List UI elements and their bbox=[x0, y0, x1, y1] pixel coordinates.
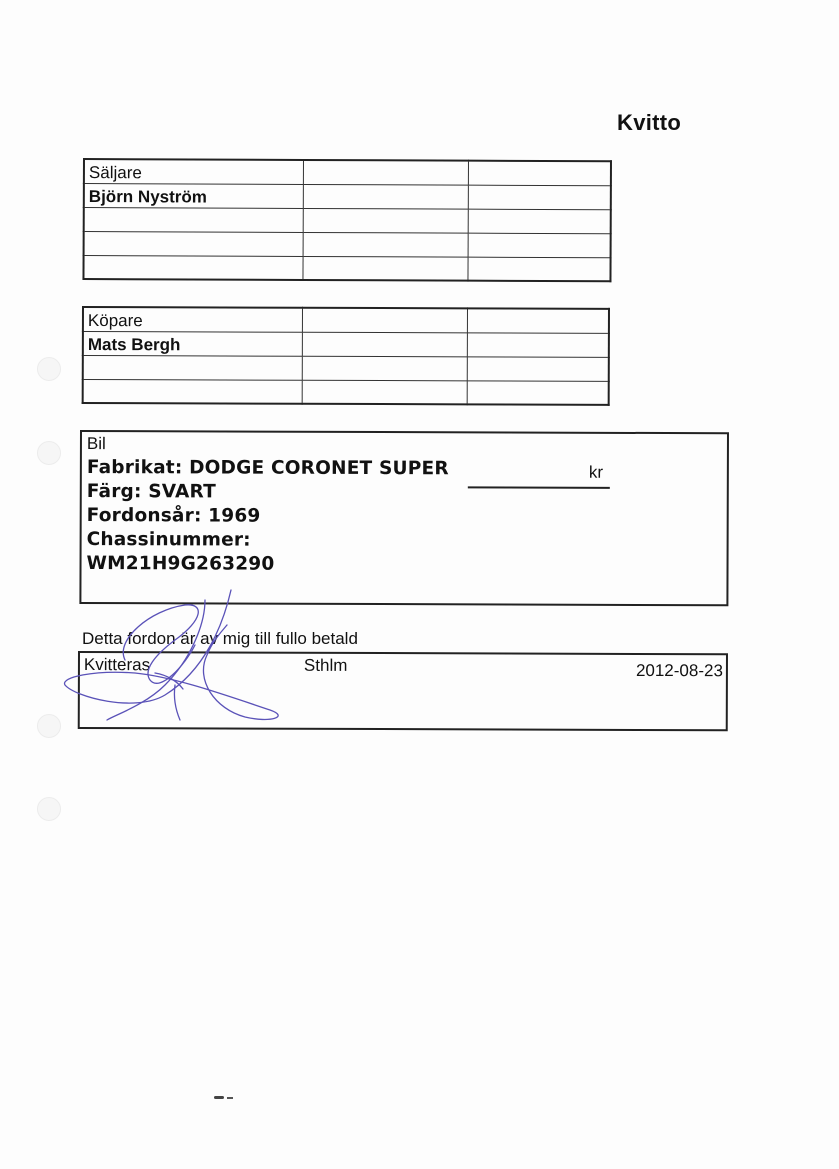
buyer-label: Köpare bbox=[83, 307, 303, 332]
buyer-table bbox=[82, 306, 610, 406]
car-chassis-label: Chassinummer: bbox=[86, 529, 251, 551]
price-currency: kr bbox=[588, 462, 604, 482]
seller-cell bbox=[468, 257, 611, 282]
car-color: Färg: SVART bbox=[86, 481, 217, 503]
paid-statement: Detta fordon är av mig till fullo betald bbox=[82, 629, 358, 648]
buyer-cell bbox=[83, 379, 303, 404]
seller-cell bbox=[303, 208, 468, 233]
signature bbox=[55, 585, 295, 730]
buyer-cell bbox=[467, 332, 609, 356]
seller-label: Säljare bbox=[84, 159, 304, 184]
punch-hole bbox=[37, 714, 61, 738]
seller-table bbox=[82, 158, 612, 282]
buyer-cell bbox=[467, 308, 609, 332]
car-label: Bil bbox=[86, 434, 106, 454]
buyer-cell bbox=[302, 308, 467, 333]
punch-hole bbox=[37, 357, 61, 381]
receipt-label: Kvitteras bbox=[83, 655, 151, 675]
seller-cell bbox=[303, 160, 468, 185]
seller-cell bbox=[468, 233, 611, 258]
buyer-cell bbox=[302, 332, 467, 357]
price-line bbox=[468, 486, 610, 488]
buyer-cell bbox=[302, 380, 467, 405]
seller-cell bbox=[303, 232, 468, 257]
buyer-cell bbox=[302, 356, 467, 381]
car-section bbox=[79, 430, 729, 606]
seller-cell bbox=[468, 185, 611, 210]
seller-cell bbox=[84, 231, 304, 256]
seller-cell bbox=[303, 184, 468, 209]
punch-hole bbox=[37, 797, 61, 821]
receipt-date: 2012-08-23 bbox=[635, 660, 723, 681]
receipt-place: Sthlm bbox=[303, 655, 348, 675]
paper-mark bbox=[227, 1097, 233, 1099]
seller-cell bbox=[303, 256, 468, 281]
seller-cell bbox=[468, 209, 611, 234]
buyer-cell bbox=[467, 380, 609, 404]
car-make: Fabrikat: DODGE CORONET SUPER bbox=[86, 457, 449, 480]
buyer-cell bbox=[83, 355, 303, 380]
seller-cell bbox=[84, 207, 304, 232]
buyer-name: Mats Bergh bbox=[83, 331, 303, 356]
car-year: Fordonsår: 1969 bbox=[86, 505, 261, 527]
page-title: Kvitto bbox=[617, 110, 682, 135]
paper-mark bbox=[214, 1096, 224, 1099]
seller-name: Björn Nyström bbox=[84, 183, 304, 208]
seller-cell bbox=[83, 255, 303, 280]
seller-cell bbox=[468, 161, 611, 186]
car-chassis-number: WM21H9G263290 bbox=[86, 553, 275, 575]
car-details bbox=[86, 456, 448, 577]
punch-hole bbox=[37, 441, 61, 465]
buyer-cell bbox=[467, 356, 609, 380]
signature-strokes bbox=[65, 590, 279, 720]
